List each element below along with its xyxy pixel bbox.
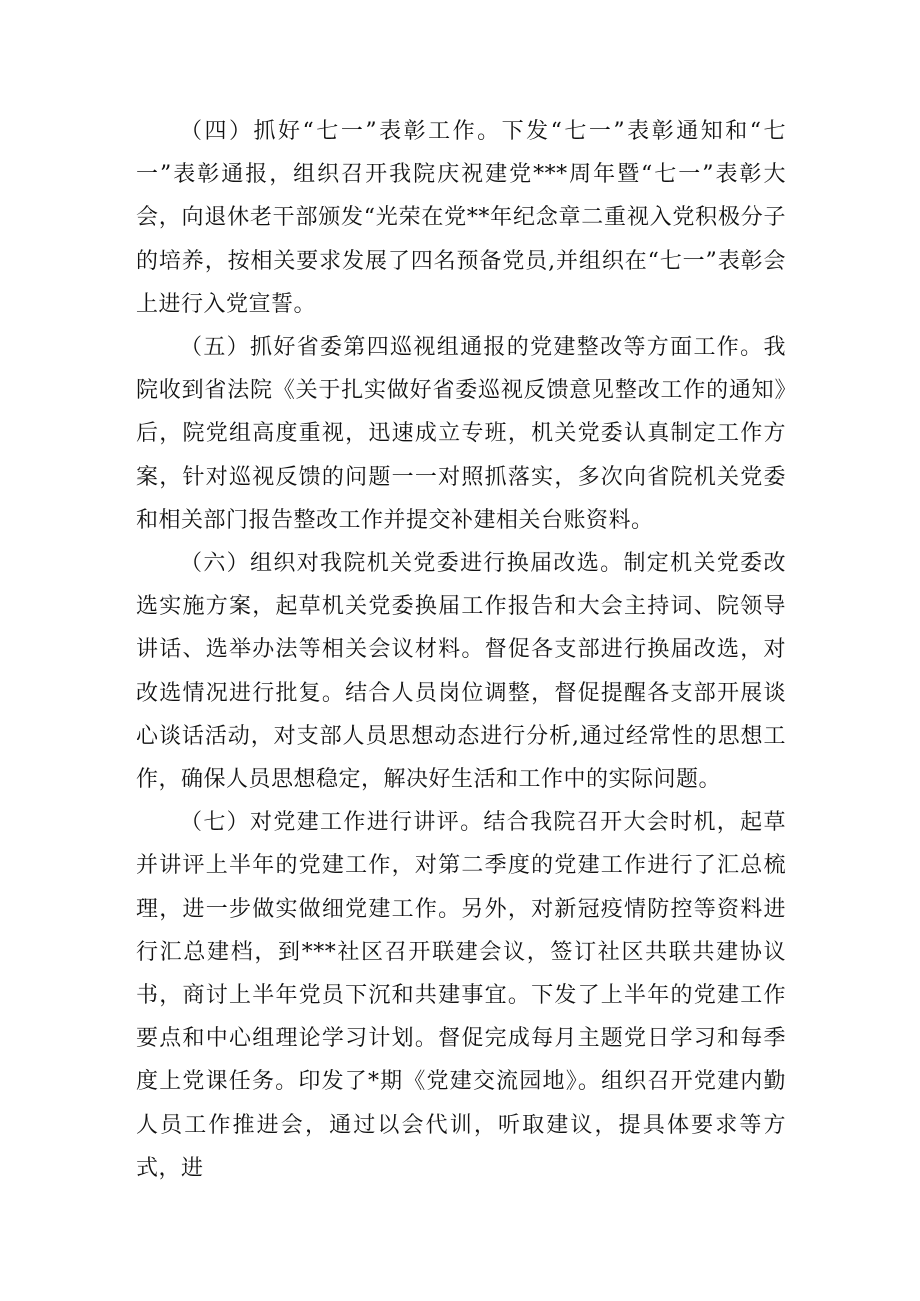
paragraph-5: （五）抓好省委第四巡视组通报的党建整改等方面工作。我院收到省法院《关于扎实做好省委巡视反馈意见整改工作的通知》后，院党组高度重视，迅速成立专班，机关党委认真制定工作方案，针对巡视反馈的问题一一对照抓落实，多次向省院机关党委和相关部门报告整改工作并提交补建相关台账资料。	[136, 335, 786, 533]
paragraph-6: （六）组织对我院机关党委进行换届改选。制定机关党委改选实施方案，起草机关党委换届工作报告和大会主持词、院领导讲话、选举办法等相关会议材料。督促各支部进行换届改选，对改选情况进行批复。结合人员岗位调整，督促提醒各支部开展谈心谈话活动，对支部人员思想动态进行分析,通过经常性的思想工作，确保人员思想稳定，解决好生活和工作中的实际问题。	[136, 551, 786, 793]
paragraph-4: （四）抓好“七一”表彰工作。下发“七一”表彰通知和“七一”表彰通报，组织召开我院庆祝建党***周年暨“七一”表彰大会，向退休老干部颁发“光荣在党**年纪念章二重视入党积极分子的培养，按相关要求发展了四名预备党员,并组织在“七一”表彰会上进行入党宣誓。	[136, 119, 786, 317]
document-body	[136, 110, 786, 1190]
paragraph-7: （七）对党建工作进行讲评。结合我院召开大会时机，起草并讲评上半年的党建工作，对第二季度的党建工作进行了汇总梳理，进一步做实做细党建工作。另外，对新冠疫情防控等资料进行汇总建档，到***社区召开联建会议，签订社区共联共建协议书，商讨上半年党员下沉和共建事宜。下发了上半年的党建工作要点和中心组理论学习计划。督促完成每月主题党日学习和每季度上党课任务。印发了*期《党建交流园地》。组织召开党建内勤人员工作推进会，通过以会代训，听取建议，提具体要求等方式，进	[136, 810, 786, 1181]
